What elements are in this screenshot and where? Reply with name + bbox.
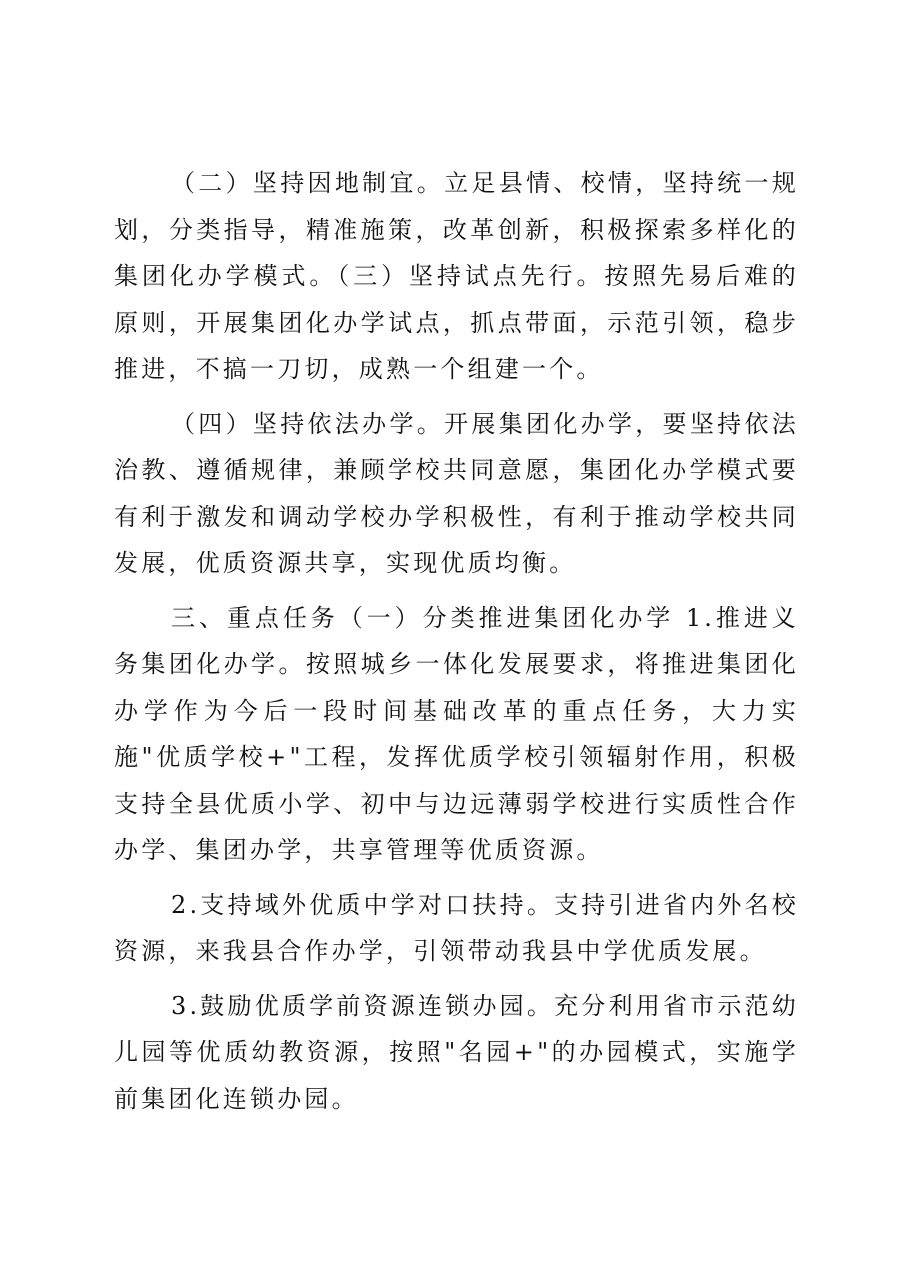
paragraph-3: 三、重点任务（一）分类推进集团化办学 1.推进义务集团化办学。按照城乡一体化发展要求，将推进集团化办学作为今后一段时间基础改革的重点任务，大力实施"优质学校+"工程，发挥优质学校引领辐射作用，积极支持全县优质小学、初中与边远薄弱学校进行实质性合作办学、集团办学，共享管理等优质资源。 bbox=[114, 603, 799, 864]
document-body bbox=[114, 160, 799, 1130]
paragraph-4: 2.支持域外优质中学对口扶持。支持引进省内外名校资源，来我县合作办学，引领带动我县中学优质发展。 bbox=[114, 890, 799, 965]
paragraph-5: 3.鼓励优质学前资源连锁办园。充分利用省市示范幼儿园等优质幼教资源，按照"名园+"的办园模式，实施学前集团化连锁办园。 bbox=[114, 991, 799, 1113]
paragraph-2: （四）坚持依法办学。开展集团化办学，要坚持依法治教、遵循规律，兼顾学校共同意愿，集团化办学模式要有利于激发和调动学校办学积极性，有利于推动学校共同发展，优质资源共享，实现优质均衡。 bbox=[114, 409, 799, 577]
paragraph-1: （二）坚持因地制宜。立足县情、校情，坚持统一规划，分类指导，精准施策，改革创新，积极探索多样化的集团化办学模式。（三）坚持试点先行。按照先易后难的原则，开展集团化办学试点，抓点带面，示范引领，稳步推进，不搞一刀切，成熟一个组建一个。 bbox=[114, 169, 799, 383]
